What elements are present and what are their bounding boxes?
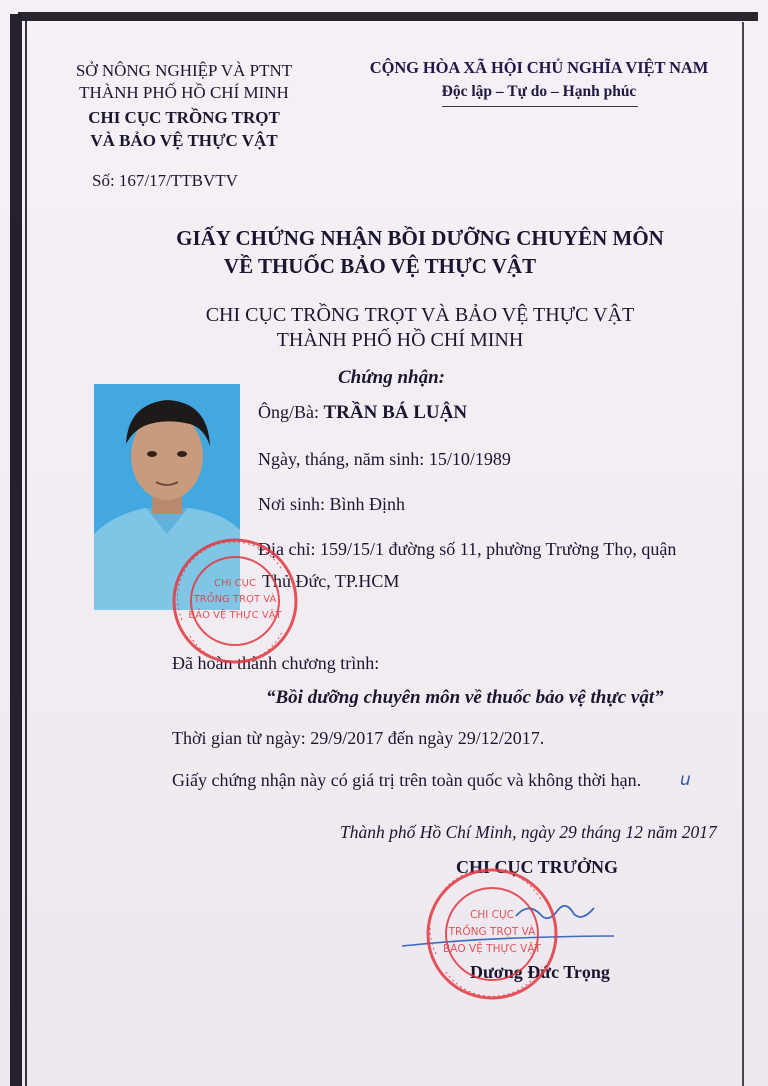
document-number: Số: 167/17/TTBVTV	[92, 171, 238, 190]
validity-statement: Giấy chứng nhận này có giá trị trên toàn quốc và không thời hạn.	[172, 770, 642, 790]
certifies-label: Chứng nhận:	[338, 367, 445, 388]
holder-name: TRẦN BÁ LUẬN	[323, 402, 468, 423]
signer-title: CHI CỤC TRƯỞNG	[456, 857, 619, 877]
seal-line-1: CHI CỤC	[469, 909, 515, 921]
motto-underline	[442, 106, 638, 107]
holder-pob-row	[258, 494, 405, 515]
seal-line-3: BẢO VỆ THỰC VẬT	[443, 943, 541, 955]
dob-label: Ngày, tháng, năm sinh:	[258, 449, 429, 469]
svg-text:CHI CỤC: CHI CỤC	[214, 578, 256, 589]
official-seal-signature	[424, 866, 560, 1002]
holder-pob: Bình Định	[329, 494, 406, 514]
certificate-title-line-2: VỀ THUỐC BẢO VỆ THỰC VẬT	[223, 254, 537, 278]
handwritten-tick: u	[680, 770, 691, 790]
official-seal-photo	[170, 536, 300, 666]
holder-dob-row	[258, 449, 511, 470]
national-motto: Độc lập – Tự do – Hạnh phúc	[441, 83, 637, 100]
holder-name-row	[258, 402, 467, 424]
agency-line-1: CHI CỤC TRỒNG TRỌT	[88, 108, 280, 127]
dept-line-1: SỞ NÔNG NGHIỆP VÀ PTNT	[75, 61, 293, 80]
completed-label: Đã hoàn thành chương trình:	[172, 653, 380, 673]
name-label: Ông/Bà:	[258, 402, 324, 422]
scan-edge-top	[18, 12, 758, 21]
svg-text:TRỒNG TRỌT VÀ: TRỒNG TRỌT VÀ	[193, 594, 277, 605]
scan-edge-left-inner	[25, 21, 27, 1086]
scan-edge-left	[10, 14, 22, 1086]
holder-address-row	[258, 539, 676, 560]
holder-address-line-2: Thủ Đức, TP.HCM	[262, 571, 400, 591]
svg-text:BẢO VỆ THỰC VẬT: BẢO VỆ THỰC VẬT	[188, 610, 282, 621]
seal-line-2: TRỒNG TRỌT VÀ	[448, 926, 536, 938]
agency-line-2: VÀ BẢO VỆ THỰC VẬT	[90, 131, 278, 150]
issuer-line-2: THÀNH PHỐ HỒ CHÍ MINH	[276, 329, 524, 351]
holder-dob: 15/10/1989	[428, 449, 511, 469]
pob-label: Nơi sinh:	[258, 494, 330, 514]
certificate-title-line-1: GIẤY CHỨNG NHẬN BỒI DƯỠNG CHUYÊN MÔN	[176, 226, 664, 250]
signer-name: Dương Đức Trọng	[470, 962, 610, 982]
issue-date-place: Thành phố Hồ Chí Minh, ngày 29 tháng 12 năm 2017	[340, 822, 717, 842]
issuer-line-1: CHI CỤC TRỒNG TRỌT VÀ BẢO VỆ THỰC VẬT	[205, 304, 635, 326]
address-label: Địa chỉ:	[258, 539, 320, 559]
scan-edge-right	[742, 22, 744, 1086]
dept-line-2: THÀNH PHỐ HỒ CHÍ MINH	[79, 83, 289, 102]
training-period: Thời gian từ ngày: 29/9/2017 đến ngày 29/12/2017.	[172, 728, 545, 748]
program-name: “Bồi dưỡng chuyên môn về thuốc bảo vệ thực vật”	[266, 687, 664, 708]
holder-address-line-1: 159/15/1 đường số 11, phường Trường Thọ, quận	[319, 539, 677, 559]
national-title: CỘNG HÒA XÃ HỘI CHỦ NGHĨA VIỆT NAM	[369, 58, 709, 77]
